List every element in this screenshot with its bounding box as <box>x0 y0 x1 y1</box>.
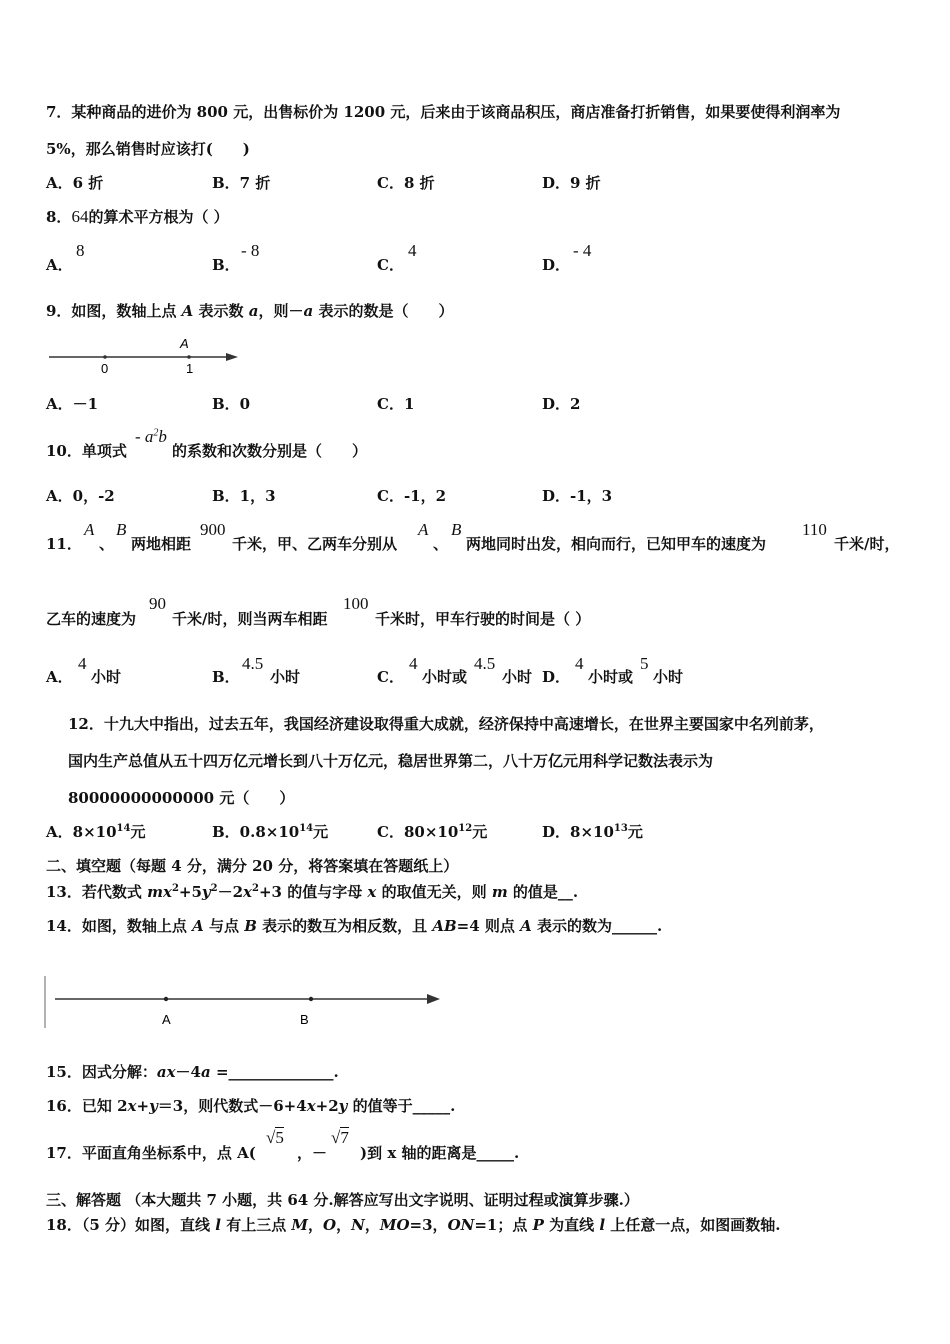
q11-option-b-unit: 小时 <box>270 668 301 686</box>
q11-option-c: C． <box>377 668 404 686</box>
q11-option-a: A． <box>46 668 73 686</box>
q11-gap: 100 <box>343 594 369 613</box>
q17-root-7: √7 <box>331 1128 349 1147</box>
q9-option-d: D．2 <box>542 395 581 413</box>
q16-stem: 16．已知 2x+y＝3，则代数式－6+4x+2y 的值等于_____. <box>46 1097 456 1115</box>
q14-axis-arrow <box>427 994 440 1004</box>
q12-option-b: B．$0.8\times 10^{14}$元 <box>212 823 329 841</box>
q14-point-b-label: B <box>300 1012 309 1027</box>
q9-option-a: A．－1 <box>46 395 99 413</box>
q17-root-5: √5 <box>266 1128 284 1147</box>
q15-stem: 15．因式分解：ax－4a =______________. <box>46 1063 339 1081</box>
q9-tick-zero <box>103 355 107 359</box>
q7-stem-line2: 5%，那么销售时应该打( ) <box>46 140 250 158</box>
q9-stem: 9．如图，数轴上点 A 表示数 a，则－a 表示的数是（ ） <box>46 302 454 320</box>
q11-text-4: 千米/时， <box>834 535 900 553</box>
q12-stem-line2: 国内生产总值从五十四万亿元增长到八十万亿元，稳居世界第二，八十万亿元用科学记数法表示为 <box>68 752 714 770</box>
q11-text-2: 千米，甲、乙两车分别从 <box>232 535 398 553</box>
q12-stem-line1: 12．十九大中指出，过去五年，我国经济建设取得重大成就，经济保持中高速增长，在世界主要国家中名列前茅， <box>68 715 824 733</box>
q17-stem-middle: ，－ <box>297 1144 328 1162</box>
q14-point-a-label: A <box>162 1012 171 1027</box>
q9-option-c: C．1 <box>377 395 415 413</box>
q11-separator: 、 <box>99 535 115 553</box>
q11-separator-2: 、 <box>433 535 449 553</box>
q7-option-a: A．6 折 <box>46 174 104 192</box>
q9-tick-0-label: 0 <box>101 361 109 376</box>
q14-stem: 14．如图，数轴上点 A 与点 B 表示的数互为相反数，且 AB=4 则点 A 表示的数为______. <box>46 917 663 935</box>
q8-option-c: C． <box>377 256 404 274</box>
q8-option-a: A． <box>46 256 73 274</box>
q8-option-a-value: 8 <box>76 241 85 260</box>
q10-stem-suffix: 的系数和次数分别是（ ） <box>172 442 368 460</box>
q12-option-c: C．$80\times 10^{12}$元 <box>377 823 488 841</box>
q11-text-5: 乙车的速度为 <box>46 610 137 628</box>
q11-point-b: B <box>116 520 127 539</box>
q7-option-d: D．9 折 <box>542 174 601 192</box>
q11-text-3: 两地同时出发，相向而行，已知甲车的速度为 <box>466 535 767 553</box>
q11-option-d-value-1: 4 <box>575 654 584 673</box>
q8-option-b: B． <box>212 256 240 274</box>
q11-speed-1: 110 <box>802 520 827 539</box>
q18-stem: 18．（5 分）如图，直线 l 有上三点 M，O，N，MO=3，ON=1；点 P 为直线 l 上任意一点，如图画数轴. <box>46 1216 781 1234</box>
q11-option-a-value: 4 <box>78 654 87 673</box>
q14-point-a <box>164 997 168 1001</box>
q9-option-b: B．0 <box>212 395 251 413</box>
q14-number-line <box>40 972 460 1034</box>
q7-option-b: B．7 折 <box>212 174 271 192</box>
q9-number-line <box>46 330 246 380</box>
q11-option-d-mid: 小时或 <box>588 668 634 686</box>
q8-number: 64 <box>71 207 89 226</box>
q9-point-a-label: A <box>180 336 189 351</box>
q11-option-c-value-2: 4.5 <box>474 654 496 673</box>
q12-option-a: A．$8\times 10^{14}$元 <box>46 823 146 841</box>
q11-point-a-2: A <box>418 520 429 539</box>
q17-stem-end: )到 x 轴的距离是_____. <box>360 1144 520 1162</box>
q8-option-b-value: - 8 <box>241 241 260 260</box>
q10-option-c: C．-1，2 <box>377 487 447 505</box>
q10-monomial: - $a^2b$ <box>135 427 167 446</box>
q10-option-b: B．1，3 <box>212 487 276 505</box>
q11-option-d-value-2: 5 <box>640 654 649 673</box>
q14-point-b <box>309 997 313 1001</box>
section-2-heading: 二、填空题（每题 4 分，满分 20 分，将答案填在答题纸上） <box>46 857 459 875</box>
q10-stem-prefix: 10．单项式 <box>46 442 127 460</box>
q11-distance: 900 <box>200 520 226 539</box>
q11-text-1: 两地相距 <box>131 535 192 553</box>
q10-option-d: D．-1，3 <box>542 487 613 505</box>
q11-option-c-value-1: 4 <box>409 654 418 673</box>
q8-option-c-value: 4 <box>408 241 417 260</box>
q9-point-a <box>187 355 191 359</box>
q11-text-6: 千米/时，则当两车相距 <box>172 610 328 628</box>
q11-point-a: A <box>84 520 95 539</box>
q9-tick-1-label: 1 <box>186 361 194 376</box>
q11-option-b: B． <box>212 668 240 686</box>
q7-option-c: C．8 折 <box>377 174 435 192</box>
q11-option-c-mid: 小时或 <box>422 668 468 686</box>
q11-option-c-unit: 小时 <box>502 668 533 686</box>
q12-stem-line3: 80000000000000 元（ ） <box>68 789 295 807</box>
q10-option-a: A．0，-2 <box>46 487 115 505</box>
q11-option-d: D． <box>542 668 571 686</box>
q7-stem-line1: 7．某种商品的进价为 800 元，出售标价为 1200 元，后来由于该商品积压，商店准备打折销售，如果要使得利润率为 <box>46 103 841 121</box>
q11-point-b-2: B <box>451 520 462 539</box>
q11-option-d-unit: 小时 <box>653 668 684 686</box>
q8-stem: 8．64的算术平方根为（ ） <box>46 207 229 226</box>
q11-text-7: 千米时，甲车行驶的时间是（ ） <box>375 610 591 628</box>
q8-option-d-value: - 4 <box>573 241 592 260</box>
section-3-heading: 三、解答题 （本大题共 7 小题，共 64 分.解答应写出文字说明、证明过程或演算步骤.） <box>46 1191 639 1209</box>
q8-option-d: D． <box>542 256 571 274</box>
q11-number: 11． <box>46 535 82 553</box>
q17-stem-start: 17．平面直角坐标系中，点 A( <box>46 1144 256 1162</box>
q12-option-d: D．$8\times 10^{13}$元 <box>542 823 643 841</box>
q11-option-a-unit: 小时 <box>91 668 122 686</box>
q9-axis-arrow <box>226 353 238 361</box>
q11-option-b-value: 4.5 <box>242 654 264 673</box>
q11-speed-2: 90 <box>149 594 166 613</box>
q13-stem: 13．若代数式 $mx^2+5y^2-2x^2+3$ 的值与字母 x 的取值无关，则 m 的值是__. <box>46 883 579 901</box>
